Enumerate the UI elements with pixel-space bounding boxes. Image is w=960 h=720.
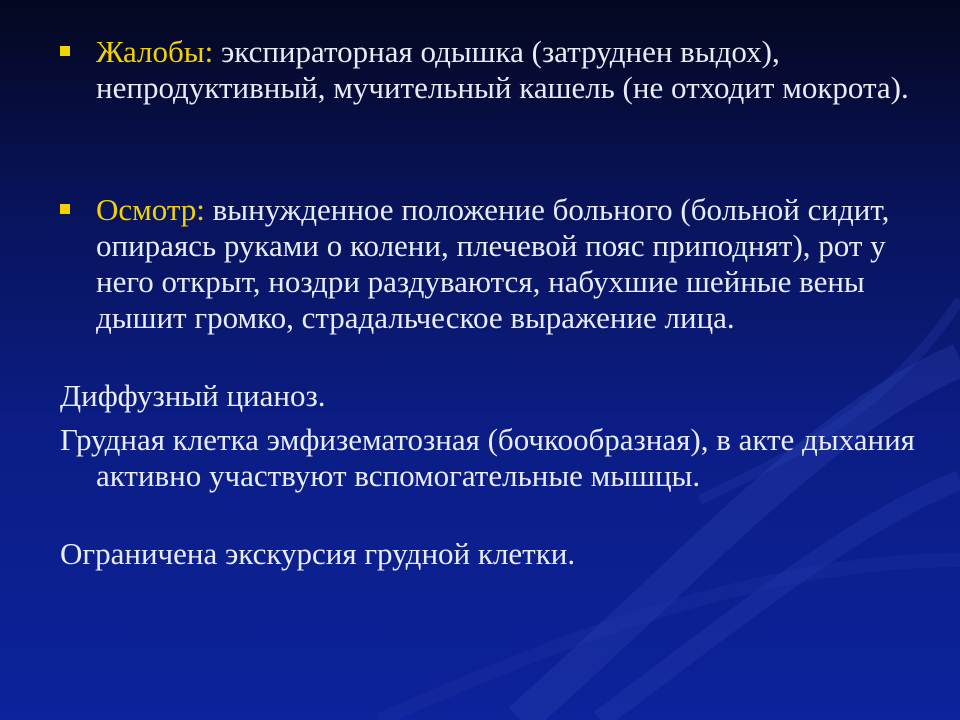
bullet-square-icon (60, 204, 70, 214)
bullet-square-icon (60, 46, 70, 56)
cyanosis-paragraph: Диффузный цианоз. (60, 378, 326, 413)
examination-label: Осмотр: (96, 192, 205, 227)
complaints-label: Жалобы: (96, 34, 214, 69)
chest-paragraph: Грудная клетка эмфизематозная (бочкообразная), в акте дыхания активно участвуют вспомогательные мышцы. (60, 422, 915, 493)
complaints-body: экспираторная одышка (затруднен выдох), непродуктивный, мучительный кашель (не отходит мокрота). (96, 34, 909, 105)
complaints-text (96, 34, 920, 106)
examination-bullet (60, 192, 920, 336)
examination-body: вынужденное положение больного (больной сидит, опираясь руками о колени, плечевой пояс приподнят), рот у него открыт, ноздри раздуваются, набухшие шейные вены дышит громко, страдальческое выражение лица. (96, 192, 890, 335)
complaints-bullet (60, 34, 920, 106)
examination-text (96, 192, 920, 336)
excursion-paragraph: Ограничена экскурсия грудной клетки. (60, 536, 576, 571)
